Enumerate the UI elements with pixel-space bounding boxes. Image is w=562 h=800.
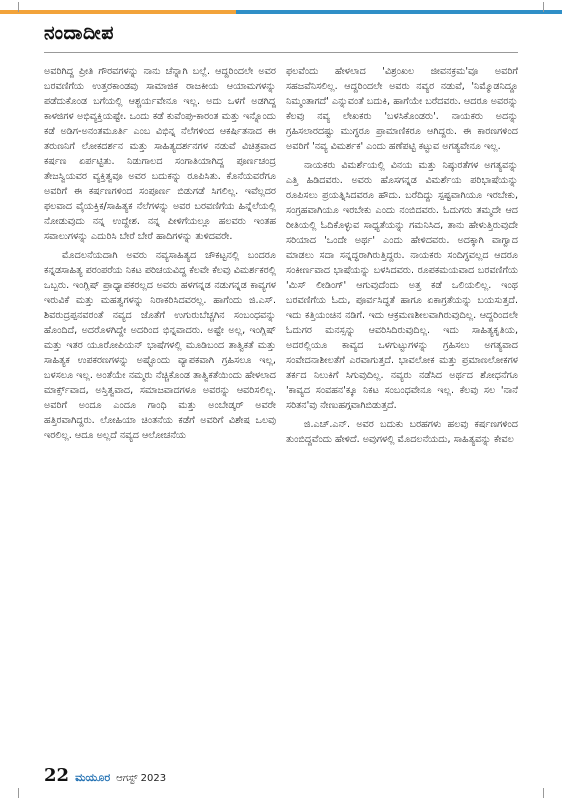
- paragraph: ಮೊದಲನೆಯದಾಗಿ ಅವರು ನವ್ಯಸಾಹಿತ್ಯದ ಚೌಕಟ್ಟನಲ್ಲಿ ಬಂದರೂ ಕನ್ನಡಸಾಹಿತ್ಯ ಪರಂಪರೆಯ ನಿಕಟ ಪರಿಚಯವಿದ್ದ ಕೆಲವೇ ಕೆಲವು ವಿಮರ್ಶಕರಲ್ಲಿ ಒಬ್ಬರು. ಇಂಗ್ಲಿಷ್ ಪ್ರಾಧ್ಯಾಪಕರಲ್ಲದ ಅವರು ಹಳಗನ್ನಡ ನಡುಗನ್ನಡ ಕಾವ್ಯಗಳ ಇರುವಿಕೆ ಮತ್ತು ಮಹತ್ವಗಳನ್ನು ನಿರಾಕರಿಸಿದವರಲ್ಲ. ಹಾಗೆಂದು ಜಿ.ಎಸ್. ಶಿವರುದ್ರಪ್ಪನವರಂತೆ ನವ್ಯದ ಜೊತೆಗೆ ಉಗುರುಬೆಚ್ಚಗಿನ ಸಂಬಂಧವನ್ನು ಹೊಂದಿದೆ, ಅದರೊಳಗಿದ್ದೇ ಅದರಿಂದ ಭಿನ್ನವಾದರು. ಅಷ್ಟೇ ಅಲ್ಲ, ಇಂಗ್ಲಿಷ್ ಮತ್ತು ಇತರ ಯೂರೋಪಿಯನ್ ಭಾಷೆಗಳಲ್ಲಿ ಮೂಡಿಬಂದ ತಾತ್ವಿಕತೆ ಮತ್ತು ಸಾಹಿತ್ಯಕ ಉಪಕರಣಗಳನ್ನು ಅಷ್ಟೊಂದು ವ್ಯಾಪಕವಾಗಿ ಗ್ರಹಿಸಲೂ ಇಲ್ಲ, ಬಳಸಲೂ ಇಲ್ಲ. ಅಂತೆಯೇ ನಮ್ಮರು ನೆಚ್ಚಿಕೊಂಡ ತಾತ್ವಿಕತೆಯಿಂದು ಹೇಳಲಾದ ಮಾರ್ಕ್ಸ್‌ವಾದ, ಅಸ್ತಿತ್ವವಾದ, ಸಮಾಜವಾದಗಳೂ ಅವರನ್ನು ಆವರಿಸಲಿಲ್ಲ. ಅವರಿಗೆ ಅಂದೂ ಎಂದೂ ಗಾಂಧಿ ಮತ್ತು ಅಂಬೇಡ್ಕರ್ ಅವರೇ ಹತ್ತಿರವಾಗಿದ್ದರು. ಲೋಹಿಯಾ ಚಿಂತನೆಯ ಕಡೆಗೆ ಅವರಿಗೆ ವಿಶೇಷ ಒಲವು ಇರಲಿಲ್ಲ. ಆದೂ ಅಲ್ಲದೆ ನವ್ಯದ ಆಲೋಚನೆಯ: [44, 250, 276, 441]
- left-column: [44, 64, 276, 758]
- page-footer: [44, 765, 166, 785]
- page-header: [0, 0, 562, 62]
- paragraph: ಅವರಿಗಿದ್ದ ಪ್ರೀತಿ ಗೌರವಗಳನ್ನು ನಾನು ಚೆನ್ನಾಗಿ ಬಲ್ಲೆ. ಆದ್ದರಿಂದಲೇ ಅವರ ಬರವಣಿಗೆಯ ಉತ್ತರಕಾಂಡವು ಸಾಮಾಜಿಕ ರಾಜಕೀಯ ಆಯಾಮಗಳನ್ನು ಪಡೆದುಕೊಂಡ ಬಗೆಯಲ್ಲಿ ಆಶ್ಚರ್ಯವೇನೂ ಇಲ್ಲ. ಅದು ಒಳಗೆ ಅಡಗಿದ್ದ ಕಾಳಜಿಗಳ ಅಭಿವ್ಯಕ್ತಿಯಷ್ಟೇ. ಒಂದು ಕಡೆ ಕುವೆಂಪು-ಕಾರಂತ ಮತ್ತು ಇನ್ನೊಂದು ಕಡೆ ಅಡಿಗ-ಅನಂತಮೂರ್ತಿ ಎಂಬ ವಿಭಿನ್ನ ನೆಲೆಗಳಿಂದ ಆಕರ್ಷಿತನಾದ ಈ ತರುಣನಿಗೆ ಲೋಕದರ್ಶನ ಮತ್ತು ಸಾಹಿತ್ಯದರ್ಶನಗಳ ನಡುವೆ ವಿಚಿತ್ರವಾದ ಕರ್ಷಣ ಏರ್ಪಟ್ಟಿತು. ನಿಡುಗಾಲದ ಸಂಗಾತಿಯಾಗಿದ್ದ ಪೂರ್ಣಚಂದ್ರ ತೇಜಸ್ವಿಯವರ ವ್ಯಕ್ತಿತ್ವವೂ ಅವರ ಬದುಕನ್ನು ರೂಪಿಸಿತು. ಕೊನೆಯವರೆಗೂ ಅವರಿಗೆ ಈ ಕರ್ಷಣಗಳಿಂದ ಸಂಪೂರ್ಣ ಬಿಡುಗಡೆ ಸಿಗಲಿಲ್ಲ. ಇವೆಲ್ಲದರ ಫಲವಾದ ವೈಯಕ್ತಿಕ/ಸಾಹಿತ್ಯಕ ನೆಲೆಗಳನ್ನು ಅವರ ಬರವಣಿಗೆಯ ಹಿನ್ನೆಲೆಯಲ್ಲಿ ನೋಡುವುದು ನನ್ನ ಉದ್ದೇಶ. ನನ್ನ ಪೀಳಿಗೆಯಲ್ಲೂ ಹಲವರು ಇಂತಹ ಸವಾಲುಗಳನ್ನು ಎದುರಿಸಿ ಬೇರೆ ಬೇರೆ ಹಾದಿಗಳನ್ನು ತುಳಿದವರೇ.: [44, 66, 276, 242]
- crop-mark-bottom-left: [8, 788, 19, 798]
- section-title: ನಂದಾದೀಪ: [44, 22, 114, 44]
- crop-mark-top-right: [543, 2, 554, 12]
- issue-date: ಆಗಸ್ಟ್ 2023: [116, 773, 167, 784]
- paragraph: ಫಲವೆಂದು ಹೇಳಲಾದ 'ವಿಶ್ರಂಖಲ ಜೀವನಕ್ರಮ'ವೂ ಅವರಿಗೆ ಸಹಜವೆನಿಸಲಿಲ್ಲ. ಆದ್ದರಿಂದಲೇ ಅವರು ನವ್ಯರ ನಡುವೆ, 'ನಿಮ್ಮೊಡನಿದ್ದೂ ನಿಮ್ಮಂತಾಗದೆ' ಎನ್ನುವಂತೆ ಬದುಕಿ, ಹಾಗೆಯೇ ಬರೆದವರು. ಆದರೂ ಅವರನ್ನು ಕೆಲವು ನವ್ಯ ಲೇಖಕರು 'ಬಳಸಿಕೊಂಡರು'. ನಾಯಕರು ಅದನ್ನು ಗ್ರಹಿಸಲಾರದಷ್ಟು ಮುಗ್ಧರೂ ಪ್ರಾಮಾಣಿಕರೂ ಆಗಿದ್ದರು. ಈ ಕಾರಣಗಳಿಂದ ಅವರಿಗೆ 'ನವ್ಯ ವಿಮರ್ಶಕ' ಎಂದು ಹಣೆಪಟ್ಟಿ ಕಟ್ಟುವ ಅಗತ್ಯವೇನೂ ಇಲ್ಲ.: [286, 66, 518, 152]
- right-column: [286, 64, 518, 758]
- title-rule: [44, 52, 518, 53]
- header-color-bar: [0, 10, 562, 14]
- magazine-name: ಮಯೂರ: [75, 771, 111, 784]
- paragraph: ಜಿ.ಎಚ್.ಎನ್. ಅವರ ಬದುಕು ಬರಹಗಳು ಹಲವು ಕರ್ಷಣಗಳಿಂದ ತುಂಬಿದ್ದವೆಂದು ಹೇಳಿದೆ. ಅವುಗಳಲ್ಲಿ ಮೊದಲನೆಯದು, ಸಾಹಿತ್ಯವನ್ನು ಕೇವಲ: [286, 419, 518, 445]
- crop-mark-top-left: [8, 2, 19, 12]
- crop-mark-bottom-right: [543, 788, 554, 798]
- page-number: 22: [44, 765, 70, 786]
- paragraph: ನಾಯಕರು ವಿಮರ್ಶೆಯಲ್ಲಿ ವಿನಯ ಮತ್ತು ನಿಷ್ಠುರತೆಗಳ ಅಗತ್ಯವನ್ನು ಎತ್ತಿ ಹಿಡಿದವರು. ಅವರು ಹೊಸಗನ್ನಡ ವಿಮರ್ಶೆಯ ಪರಿಭಾಷೆಯನ್ನು ರೂಪಿಸಲು ಪ್ರಯತ್ನಿಸಿದವರೂ ಹೌದು. ಬರೆದಿದ್ದು ಸ್ಪಷ್ಟವಾಗಿಯೂ ಇರಬೇಕು, ಸಂಗ್ರಹವಾಗಿಯೂ ಇರಬೇಕು ಎಂದು ನಂಬಿದವರು. ಓದುಗರು ತಮ್ಮದೇ ಆದ ರೀತಿಯಲ್ಲಿ ಓದಿಕೊಳ್ಳುವ ಸಾಧ್ಯತೆಯನ್ನು ಗಮನಿಸಿದ, ತಾನು ಹೇಳುತ್ತಿರುವುದೇ ಸರಿಯಾದ 'ಒಂದೇ ಅರ್ಥ' ಎಂದು ಹೇಳಿದವರು. ಅದಕ್ಕಾಗಿ ವಾಗ್ವಾದ ಮಾಡಲು ಸದಾ ಸನ್ನದ್ಧರಾಗಿರುತ್ತಿದ್ದರು. ನಾಯಕರು ಸಂದಿಗ್ಧವಲ್ಲದ ಆದರೂ ಸಂಕೀರ್ಣವಾದ ಭಾಷೆಯನ್ನು ಬಳಸಿದವರು. ರೂಪಕಮಯವಾದ ಬರವಣಿಗೆಯ 'ಮಿಸ್ ಲೀಡಿಂಗ್' ಆಗುವುದೆಂದು ಅತ್ತ ಕಡೆ ಒಲಿಯಲಿಲ್ಲ. ಇಂಥ ಬರವಣಿಗೆಯ ಓದು, ಪೂರ್ವಸಿದ್ಧತೆ ಹಾಗೂ ಏಕಾಗ್ರತೆಯನ್ನು ಬಯಸುತ್ತದೆ. ಇದು ಕತ್ತಿಯಂಚಿನ ನಡಿಗೆ. ಇದು ಆಕ್ರಮಣಶೀಲವಾಗಿರುವುದಿಲ್ಲ. ಆದ್ದರಿಂದಲೇ ಓದುಗರ ಮನಸ್ಸನ್ನು ಆವರಿಸಿದಿರುವುದಿಲ್ಲ. ಇದು ಸಾಹಿತ್ಯಕೃತಿಯ, ಅದರಲ್ಲಿಯೂ ಕಾವ್ಯದ ಒಳಗುಟ್ಟುಗಳನ್ನು ಗ್ರಹಿಸಲು ಅಗತ್ಯವಾದ ಸಂವೇದನಾಶೀಲತೆಗೆ ಎರವಾಗುತ್ತದೆ. ಭಾವಲೋಕ ಮತ್ತು ಪ್ರಮಾಣಲೋಕಗಳ ತರ್ಕದ ನಿಲುಕಿಗೆ ಸಿಗುವುದಿಲ್ಲ. ನವ್ಯರು ನಡೆಸಿದ ಅರ್ಥದ ಶೋಧನೆಗೂ 'ಕಾವ್ಯದ ಸಂವಹನ'ಕ್ಕೂ ನಿಕಟ ಸಂಬಂಧವೇನೂ ಇಲ್ಲ. ಕೆಲವು ಸಲ 'ನಾನೆ ಸರಿತನ'ವು ನೇಣುಹಗ್ಗವಾಗಿಬಿಡುತ್ತದೆ.: [286, 160, 518, 411]
